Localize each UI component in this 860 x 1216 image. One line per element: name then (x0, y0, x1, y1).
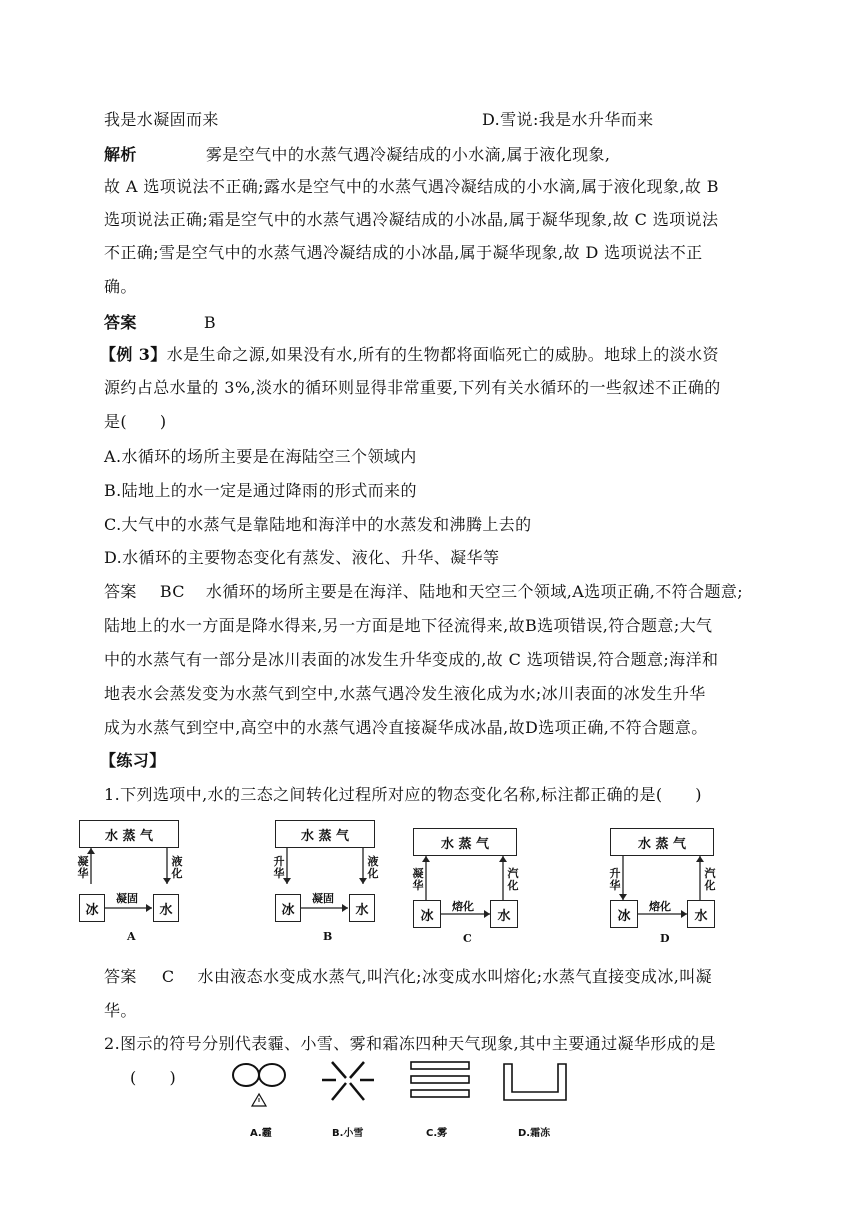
diagram-caption: C (463, 932, 472, 945)
ice-box: 冰 (275, 894, 301, 922)
water-box: 水 (687, 900, 715, 928)
text-line-19: 成为水蒸气到空中,高空中的水蒸气遇冷直接凝华成冰晶,故D选项正确,不符合题意。 (104, 718, 708, 737)
right-arrow-label: 汽化 (507, 867, 519, 892)
text-line-18: 地表水会蒸发变为水蒸气到空中,水蒸气遇冷发生液化成为水;冰川表面的冰发生升华 (104, 684, 706, 703)
symbol-a (230, 1058, 292, 1138)
right-arrow-label: 汽化 (704, 867, 716, 892)
option-a: A.水循环的场所主要是在海陆空三个领域内 (104, 447, 417, 466)
diagram-caption: D (660, 932, 670, 945)
option-d: D.水循环的主要物态变化有蒸发、液化、升华、凝华等 (104, 548, 500, 567)
bottom-arrow-label: 凝固 (312, 892, 334, 905)
symbol-c (408, 1058, 474, 1138)
option-c-continuation: 我是水凝固而来 (104, 110, 219, 129)
answer-q1-label: 答案 (104, 967, 137, 986)
left-arrow-label: 凝华 (412, 867, 424, 892)
diagram-d (607, 826, 717, 950)
example-3-line (100, 345, 719, 365)
text-line-10: 是( ) (104, 412, 167, 431)
left-arrow-label: 升华 (273, 855, 285, 880)
ice-box: 冰 (79, 894, 105, 922)
answer-q1-line (104, 967, 712, 987)
diagram-b (272, 818, 382, 948)
diagram-caption: B (323, 930, 333, 943)
water-box: 水 (349, 894, 375, 922)
option-b: B.陆地上的水一定是通过降雨的形式而来的 (104, 481, 417, 500)
vapor-box: 水 蒸 气 (610, 828, 714, 856)
symbol-b (318, 1058, 380, 1138)
symbol-d (500, 1058, 572, 1138)
answer-q1-continuation: 华。 (104, 1001, 137, 1020)
question-2-paren: ( ) (130, 1068, 177, 1087)
answer-3-text: 水循环的场所主要是在海洋、陆地和天空三个领域,A选项正确,不符合题意; (205, 582, 744, 601)
answer-value: B (203, 313, 216, 332)
diagram-c (410, 826, 520, 950)
right-arrow-label: 液化 (171, 855, 183, 880)
text-line-17: 中的水蒸气有一部分是冰川表面的冰发生升华变成的,故 C 选项错误,符合题意;海洋和 (104, 650, 719, 669)
question-2: 2.图示的符号分别代表霾、小雪、雾和霜冻四种天气现象,其中主要通过凝华形成的是 (104, 1034, 716, 1053)
symbol-label: C.雾 (426, 1128, 448, 1139)
bottom-arrow-label: 熔化 (649, 900, 671, 913)
answer-label: 答案 (104, 313, 137, 332)
ice-box: 冰 (413, 900, 441, 928)
text-line-6: 确。 (104, 277, 137, 296)
example-3-label: 【例 3】 (100, 345, 167, 364)
question-1: 1.下列选项中,水的三态之间转化过程所对应的物态变化名称,标注都正确的是( ) (104, 785, 702, 804)
vapor-box: 水 蒸 气 (275, 820, 375, 848)
text-line-9: 源约占总水量的 3%,淡水的循环则显得非常重要,下列有关水循环的一些叙述不正确的 (104, 378, 721, 397)
vapor-box: 水 蒸 气 (413, 828, 517, 856)
ice-box: 冰 (610, 900, 638, 928)
text-line-16: 陆地上的水一方面是降水得来,另一方面是地下径流得来,故B选项错误,符合题意;大气 (104, 616, 713, 635)
option-c: C.大气中的水蒸气是靠陆地和海洋中的水蒸发和沸腾上去的 (104, 515, 532, 534)
analysis-text: 雾是空气中的水蒸气遇冷凝结成的小水滴,属于液化现象, (205, 145, 611, 164)
example-3-text: 水是生命之源,如果没有水,所有的生物都将面临死亡的威胁。地球上的淡水资 (166, 345, 719, 364)
bottom-arrow-label: 熔化 (452, 900, 474, 913)
answer-line (104, 313, 216, 333)
practice-heading: 【练习】 (100, 751, 166, 770)
diagram-a (76, 818, 186, 948)
water-box: 水 (153, 894, 179, 922)
answer-3-value: BC (159, 582, 185, 601)
analysis-line (104, 145, 610, 165)
water-box: 水 (490, 900, 518, 928)
left-arrow-label: 凝华 (77, 855, 89, 880)
symbol-label: A.霾 (250, 1128, 272, 1139)
answer-q1-value: C (161, 967, 175, 986)
symbol-label: D.霜冻 (518, 1128, 551, 1139)
answer-3-label: 答案 (104, 582, 137, 601)
diagram-caption: A (127, 930, 136, 943)
right-arrow-label: 液化 (367, 855, 379, 880)
bottom-arrow-label: 凝固 (116, 892, 138, 905)
analysis-label: 解析 (104, 145, 137, 164)
text-line-1 (104, 110, 764, 130)
text-line-3: 故 A 选项说法不正确;露水是空气中的水蒸气遇冷凝结成的小水滴,属于液化现象,故 B (104, 177, 719, 196)
answer-3-line (104, 582, 743, 602)
left-arrow-label: 升华 (609, 867, 621, 892)
answer-q1-text: 水由液态水变成水蒸气,叫汽化;冰变成水叫熔化;水蒸气直接变成冰,叫凝 (197, 967, 713, 986)
option-d-text: D.雪说:我是水升华而来 (482, 110, 654, 129)
text-line-4: 选项说法正确;霜是空气中的水蒸气遇冷凝结成的小冰晶,属于凝华现象,故 C 选项说法 (104, 210, 719, 229)
text-line-5: 不正确;雪是空气中的水蒸气遇冷凝结成的小冰晶,属于凝华现象,故 D 选项说法不正 (104, 243, 703, 262)
symbol-label: B.小雪 (332, 1128, 364, 1139)
vapor-box: 水 蒸 气 (79, 820, 179, 848)
